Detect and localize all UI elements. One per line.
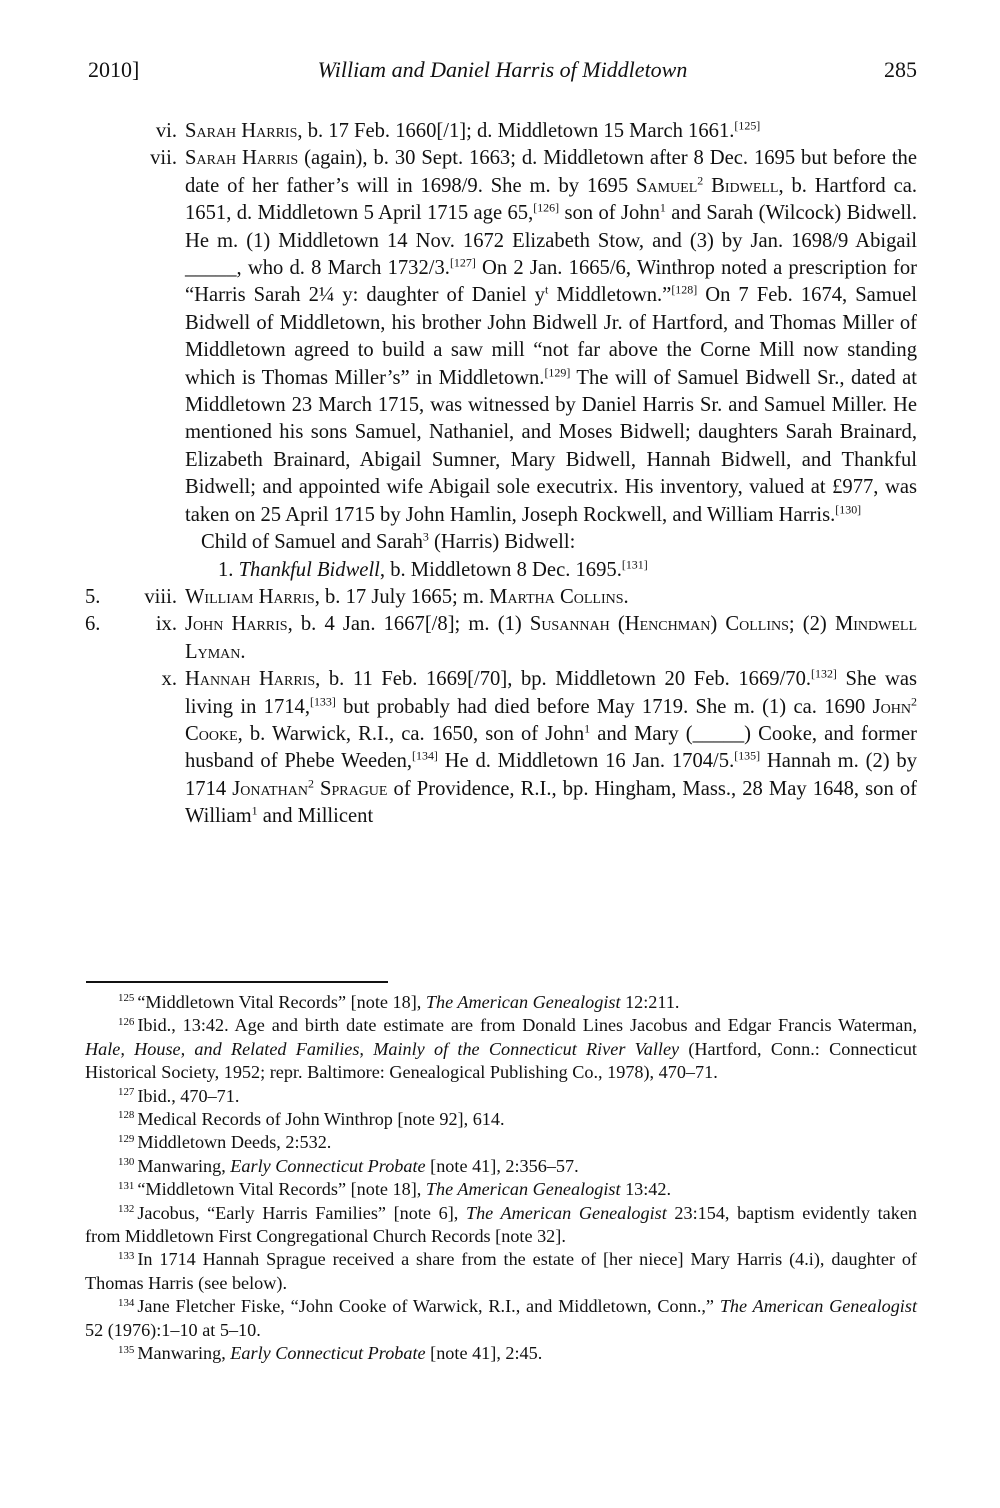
footnote-125 (85, 991, 917, 1014)
footnote-number: 127 (118, 1086, 135, 1099)
entry-number: 6. (85, 613, 101, 636)
text-run: and Millicent (257, 805, 374, 828)
italic-text: Thankful Bidwell (238, 558, 380, 581)
text-run: 13:42. (620, 1179, 672, 1200)
superscript: [133] (309, 694, 336, 709)
footnote-135 (85, 1342, 917, 1365)
superscript: [134] (412, 748, 438, 763)
footnote-number: 130 (118, 1156, 135, 1169)
footnote-134 (85, 1295, 917, 1342)
footnote-number: 129 (118, 1132, 135, 1145)
entry-roman-numeral: viii. (144, 585, 177, 608)
text-run: 52 (1976):1–10 at 5–10. (85, 1319, 261, 1340)
small-caps-name: Cooke (185, 722, 238, 745)
footnote-number: 134 (118, 1296, 135, 1309)
italic-text: Early Connecticut Probate (230, 1155, 426, 1176)
entry-x (85, 666, 917, 830)
page-number: 285 (884, 57, 917, 82)
footnote-number: 131 (118, 1179, 135, 1192)
superscript: 2 (697, 173, 704, 188)
entry-roman-numeral: vi. (155, 120, 177, 142)
entry-vii (85, 145, 917, 529)
italic-text: The American Genealogist (719, 1296, 917, 1317)
footnote-number: 128 (118, 1109, 135, 1122)
small-caps-name: William Harris (185, 585, 315, 608)
entry-text (185, 584, 917, 611)
superscript: 2 (911, 694, 917, 709)
small-caps-name: Sarah Harris (185, 120, 298, 142)
superscript: [132] (811, 666, 837, 681)
text-run: (Hartford, Conn.: Connecticut Historical Society, 1952; repr. Baltimore: Genealogical Publishing Co., 1978), 470–71. (85, 1038, 917, 1083)
running-title: William and Daniel Harris of Middletown (317, 57, 688, 82)
superscript: [125] (734, 118, 761, 133)
small-caps-name: Hannah Harris (185, 668, 316, 691)
text-run: Manwaring, (137, 1155, 231, 1176)
small-caps-name: Mindwell Lyman (185, 613, 918, 663)
text-run: , b. 4 Jan. 1667[/8]; m. (1) (287, 613, 530, 636)
italic-text: The American Genealogist (465, 1202, 667, 1223)
superscript: [127] (449, 255, 476, 270)
text-run: 1. (218, 558, 239, 581)
footnote-number: 132 (118, 1203, 135, 1216)
text-run: Jacobus, “Early Harris Families” [note 6], (137, 1202, 466, 1223)
text-run: On 7 Feb. 1674, Samuel Bidwell of Middletown, his brother John Bidwell Jr. of Hartford, and Thomas Miller of Middletown agreed to build a saw mill “not far above the Corne Mill now standing which is Thomas Miller’s” in Middletown. (185, 284, 918, 389)
footnote-132 (85, 1202, 917, 1249)
superscript: [129] (544, 365, 571, 380)
text-run: Ibid., 13:42. Age and birth date estimate are from Donald Lines Jacobus and Edgar Francis Waterman, (137, 1015, 917, 1036)
text-run: She was living in 1714, (185, 668, 917, 718)
text-run: (again), b. 30 Sept. 1663; d. Middletown after 8 Dec. 1695 but before the date of her father’s will in 1698/9. She m. by 1695 (185, 147, 917, 197)
superscript: 3 (422, 529, 429, 544)
italic-text: Hale, House, and Related Families, Mainly of the Connecticut River Valley (85, 1038, 680, 1059)
text-run: In 1714 Hannah Sprague received a share from the estate of [her niece] Mary Harris (4.i), daughter of Thomas Harris (see below). (85, 1249, 917, 1293)
footnotes (85, 991, 917, 1366)
text-run: , b. 17 July 1665; m. (314, 585, 490, 608)
text-run: , b. Warwick, R.I., ca. 1650, son of John (237, 722, 585, 745)
small-caps-name: Samuel (636, 174, 698, 197)
footnote-number: 125 (118, 992, 135, 1005)
text-run: of Providence, R.I., bp. Hingham, Mass., 28 May 1648, son of William (185, 777, 917, 828)
entry-viii (85, 584, 917, 611)
footnote-133 (85, 1248, 917, 1295)
text-run: (Harris) Bidwell: (428, 531, 576, 554)
entry-roman-numeral: x. (161, 668, 177, 691)
text-run: [note 41], 2:356–57. (425, 1155, 579, 1176)
small-caps-name: Bidwell (711, 174, 779, 197)
text-run (703, 175, 711, 197)
text-run: Hannah m. (2) by 1714 (185, 750, 917, 800)
footnote-separator (86, 981, 388, 983)
entry-roman-numeral: ix. (155, 613, 177, 636)
text-run: but probably had died before May 1719. She m. (1) ca. 1690 (335, 695, 873, 718)
entry-text (185, 611, 917, 666)
small-caps-name: Susannah (Henchman) Collins (529, 613, 789, 636)
text-run: and Mary (_____) Cooke, and former husband of Phebe Weeden, (185, 722, 917, 773)
text-run: Middletown.” (548, 284, 672, 307)
footnote-127 (85, 1085, 917, 1108)
text-run: Child of Samuel and Sarah (201, 531, 423, 554)
text-run: , b. Hartford ca. 1651, d. Middletown 5 April 1715 age 65, (185, 174, 917, 225)
text-run: son of John (559, 202, 660, 225)
text-run: “Middletown Vital Records” [note 18], (137, 1179, 426, 1200)
text-run: On 2 Jan. 1665/6, Winthrop noted a prescription for “Harris Sarah 2¼ y: daughter of Daniel y (185, 257, 917, 307)
superscript: 1 (659, 200, 666, 215)
text-run: Jane Fletcher Fiske, “John Cooke of Warwick, R.I., and Middletown, Conn.,” (137, 1296, 720, 1317)
superscript: [128] (671, 283, 698, 298)
superscript: t (544, 283, 549, 298)
small-caps-name: Jonathan (232, 777, 308, 800)
italic-text: The American Genealogist (425, 1179, 621, 1200)
entry-text (185, 666, 917, 830)
text-run: , b. 11 Feb. 1669[/70], bp. Middletown 20 Feb. 1669/70. (315, 668, 812, 691)
superscript: 1 (251, 803, 258, 818)
text-run: ; (2) (788, 613, 835, 636)
small-caps-name: John Harris (185, 613, 288, 636)
small-caps-name: Sprague (320, 777, 388, 800)
superscript: [126] (533, 200, 560, 215)
small-caps-name: John (872, 695, 912, 718)
text-run: [note 41], 2:45. (425, 1343, 543, 1364)
italic-text: Early Connecticut Probate (230, 1343, 426, 1364)
superscript: 1 (584, 721, 591, 736)
entry-number: 5. (85, 585, 101, 608)
text-run: . (623, 585, 629, 608)
small-caps-name: Martha Collins (489, 585, 624, 608)
footnote-126 (85, 1014, 917, 1084)
text-run: Middletown Deeds, 2:532. (137, 1132, 332, 1153)
superscript: [130] (835, 502, 862, 517)
entry-vi (85, 118, 917, 145)
entry-text (185, 145, 917, 529)
footnote-131 (85, 1178, 917, 1201)
genealogy-entries (85, 118, 917, 831)
text-run: , b. Middletown 8 Dec. 1695. (379, 558, 622, 581)
small-caps-name: Sarah Harris (185, 147, 299, 170)
text-run: Manwaring, (137, 1343, 231, 1364)
footnote-number: 133 (118, 1249, 135, 1262)
entry-text (185, 118, 917, 145)
text-run: and Sarah (Wilcock) Bidwell. He m. (1) Middletown 14 Nov. 1672 Elizabeth Stow, and (3) by Jan. 1698/9 Abigail _____, who d. 8 March 1732/3. (185, 202, 917, 280)
text-run: He d. Middletown 16 Jan. 1704/5. (437, 750, 735, 773)
child-entry (85, 557, 917, 584)
footnote-130 (85, 1155, 917, 1178)
footnote-number: 126 (118, 1015, 135, 1028)
text-run: The will of Samuel Bidwell Sr., dated at Middletown 23 March 1715, was witnessed by Daniel Harris Sr. and Samuel Miller. He mentioned his sons Samuel, Nathaniel, and Moses Bidwell; daughters Sarah Brainard, Elizabeth Brainard, Abigail Sumner, Mary Bidwell, Hannah Bidwell, and Thankful Bidwell; and appointed wife Abigail sole executrix. His inventory, valued at £977, was taken on 25 April 1715 by John Hamlin, Joseph Rockwell, and William Harris. (185, 366, 917, 526)
superscript: [131] (621, 557, 648, 572)
text-run: “Middletown Vital Records” [note 18], (137, 992, 426, 1012)
italic-text: The American Genealogist (425, 992, 621, 1012)
footnote-129 (85, 1131, 917, 1154)
text-run: 12:211. (620, 992, 680, 1012)
footnote-number: 135 (118, 1343, 135, 1356)
children-heading (85, 529, 917, 556)
text-run: 23:154, baptism evidently taken from Middletown First Congregational Church Records [note 32]. (85, 1202, 917, 1247)
text-run: Ibid., 470–71. (137, 1085, 240, 1106)
superscript: [135] (734, 748, 761, 763)
text-run: Medical Records of John Winthrop [note 92], 614. (137, 1109, 505, 1130)
text-run: , b. 17 Feb. 1660[/1]; d. Middletown 15 March 1661. (297, 120, 735, 142)
running-head (88, 52, 917, 88)
superscript: 2 (307, 776, 314, 791)
entry-roman-numeral: vii. (150, 147, 177, 170)
entry-ix (85, 611, 917, 666)
footnote-128 (85, 1108, 917, 1131)
volume-year: 2010] (88, 57, 140, 82)
text-run: . (240, 640, 246, 663)
